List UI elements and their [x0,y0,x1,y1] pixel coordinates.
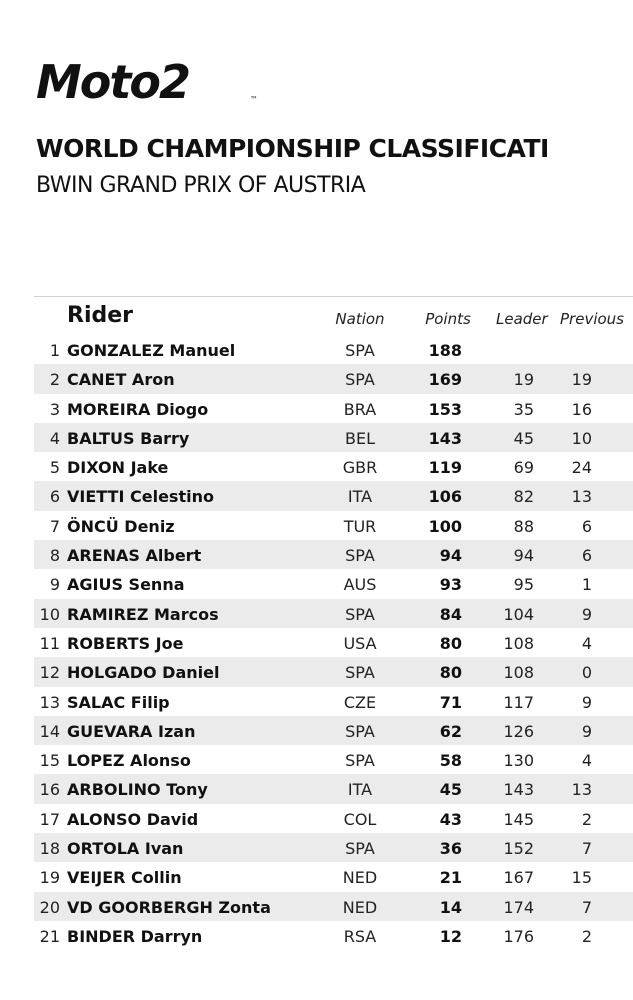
previous-gap-cell: 2 [581,926,592,946]
rider-name-cell: ARBOLINO Tony [67,780,208,800]
position-cell: 7 [49,516,60,536]
points-cell: 119 [428,458,462,478]
table-row [34,569,633,598]
rider-name-cell: ARENAS Albert [67,546,202,566]
page-title: WORLD CHAMPIONSHIP CLASSIFICATI [36,134,549,163]
position-cell: 9 [49,575,60,595]
position-cell: 10 [39,604,60,624]
rider-name-cell: ORTOLA Ivan [67,839,184,859]
position-cell: 13 [39,692,60,712]
table-row [34,511,633,540]
table-row [34,657,633,686]
table-body [34,335,633,950]
rider-name-cell: VEIJER Collin [67,868,182,888]
leader-gap-cell: 108 [503,663,534,683]
leader-gap-cell: 108 [503,633,534,653]
position-cell: 18 [39,839,60,859]
points-cell: 84 [439,604,462,624]
position-cell: 14 [39,721,60,741]
rider-name-cell: RAMIREZ Marcos [67,604,219,624]
previous-gap-cell: 24 [571,458,592,478]
previous-gap-cell: 7 [581,839,592,859]
previous-gap-cell: 4 [581,633,592,653]
position-cell: 12 [39,663,60,683]
rider-name-cell: VD GOORBERGH Zonta [67,897,271,917]
points-cell: 12 [439,926,462,946]
rider-name-cell: ALONSO David [67,809,199,829]
nation-cell: AUS [343,575,377,595]
position-cell: 19 [39,868,60,888]
nation-cell: SPA [345,663,375,683]
nation-cell: USA [343,633,377,653]
position-cell: 1 [49,341,60,360]
leader-gap-cell: 152 [503,839,534,859]
table-row [34,452,633,481]
nation-cell: SPA [345,546,375,566]
previous-gap-cell: 7 [581,897,592,917]
table-row [34,774,633,803]
rider-name-cell: LOPEZ Alonso [67,751,191,771]
rider-name-cell: GONZALEZ Manuel [67,341,236,360]
previous-gap-cell: 15 [571,868,592,888]
table-header [34,296,633,335]
rider-name-cell: ÖNCÜ Deniz [67,516,175,536]
position-cell: 16 [39,780,60,800]
points-cell: 80 [439,663,462,683]
table-row [34,364,633,393]
trademark-mark: ™ [250,95,258,104]
rider-name-cell: BALTUS Barry [67,428,190,448]
leader-gap-cell: 117 [503,692,534,712]
table-row [34,423,633,452]
leader-gap-cell: 82 [513,487,534,507]
table-row [34,628,633,657]
previous-gap-cell: 9 [581,692,592,712]
moto2-logo-graphic [36,58,266,108]
nation-cell: ITA [347,780,373,800]
page-subtitle: BWIN GRAND PRIX OF AUSTRIA [36,173,366,198]
nation-cell: SPA [345,341,375,360]
previous-gap-cell: 1 [581,575,592,595]
previous-gap-cell: 0 [581,663,592,683]
position-cell: 6 [49,487,60,507]
points-cell: 93 [439,575,462,595]
leader-gap-cell: 167 [503,868,534,888]
rider-name-cell: VIETTI Celestino [67,487,214,507]
moto2-logo [36,58,266,108]
points-cell: 45 [439,780,462,800]
table-row [34,833,633,862]
points-cell: 58 [439,751,462,771]
nation-cell: SPA [345,751,375,771]
table-row [34,921,633,950]
rider-name-cell: HOLGADO Daniel [67,663,220,683]
nation-cell: SPA [345,370,375,390]
rider-name-cell: SALAC Filip [67,692,170,712]
points-cell: 80 [439,633,462,653]
points-cell: 153 [428,399,462,419]
header-leader: Leader [496,310,548,328]
nation-cell: NED [342,897,378,917]
points-cell: 169 [428,370,462,390]
rider-name-cell: DIXON Jake [67,458,169,478]
previous-gap-cell: 9 [581,604,592,624]
table-row [34,892,633,921]
previous-gap-cell: 9 [581,721,592,741]
leader-gap-cell: 94 [513,546,534,566]
leader-gap-cell: 126 [503,721,534,741]
points-cell: 14 [439,897,462,917]
rider-name-cell: CANET Aron [67,370,175,390]
nation-cell: BEL [345,428,375,448]
previous-gap-cell: 13 [571,780,592,800]
points-cell: 36 [439,839,462,859]
position-cell: 3 [49,399,60,419]
table-row [34,745,633,774]
rider-name-cell: MOREIRA Diogo [67,399,209,419]
leader-gap-cell: 145 [503,809,534,829]
position-cell: 17 [39,809,60,829]
nation-cell: SPA [345,839,375,859]
table-row [34,540,633,569]
points-cell: 71 [439,692,462,712]
position-cell: 11 [39,633,60,653]
points-cell: 62 [439,721,462,741]
nation-cell: SPA [345,721,375,741]
leader-gap-cell: 130 [503,751,534,771]
points-cell: 21 [439,868,462,888]
rider-name-cell: AGIUS Senna [67,575,185,595]
nation-cell: ITA [347,487,373,507]
previous-gap-cell: 6 [581,546,592,566]
previous-gap-cell: 10 [571,428,592,448]
table-row [34,599,633,628]
leader-gap-cell: 35 [513,399,534,419]
header-rider: Rider [67,303,133,328]
points-cell: 100 [428,516,462,536]
table-row [34,335,633,364]
header-nation: Nation [335,310,385,328]
points-cell: 43 [439,809,462,829]
previous-gap-cell: 6 [581,516,592,536]
nation-cell: GBR [342,458,378,478]
previous-gap-cell: 13 [571,487,592,507]
leader-gap-cell: 95 [513,575,534,595]
leader-gap-cell: 174 [503,897,534,917]
standings-table [34,296,633,950]
points-cell: 188 [428,341,462,360]
position-cell: 8 [49,546,60,566]
points-cell: 94 [439,546,462,566]
table-row [34,394,633,423]
position-cell: 2 [49,370,60,390]
position-cell: 20 [39,897,60,917]
rider-name-cell: ROBERTS Joe [67,633,184,653]
points-cell: 106 [428,487,462,507]
header-previous: Previous [560,310,624,328]
leader-gap-cell: 45 [513,428,534,448]
table-row [34,687,633,716]
position-cell: 15 [39,751,60,771]
position-cell: 4 [49,428,60,448]
leader-gap-cell: 176 [503,926,534,946]
position-cell: 5 [49,458,60,478]
table-row [34,716,633,745]
table-row [34,481,633,510]
position-cell: 21 [39,926,60,946]
leader-gap-cell: 69 [513,458,534,478]
leader-gap-cell: 19 [513,370,534,390]
rider-name-cell: BINDER Darryn [67,926,203,946]
previous-gap-cell: 4 [581,751,592,771]
previous-gap-cell: 2 [581,809,592,829]
nation-cell: SPA [345,604,375,624]
nation-cell: RSA [343,926,377,946]
leader-gap-cell: 143 [503,780,534,800]
nation-cell: COL [343,809,377,829]
leader-gap-cell: 88 [513,516,534,536]
nation-cell: BRA [343,399,377,419]
nation-cell: CZE [343,692,377,712]
previous-gap-cell: 16 [571,399,592,419]
logo-text: Moto2 [36,58,189,108]
header-points: Points [425,310,471,328]
table-row [34,804,633,833]
points-cell: 143 [428,428,462,448]
nation-cell: TUR [343,516,377,536]
rider-name-cell: GUEVARA Izan [67,721,196,741]
previous-gap-cell: 19 [571,370,592,390]
nation-cell: NED [342,868,378,888]
table-row [34,862,633,891]
leader-gap-cell: 104 [503,604,534,624]
